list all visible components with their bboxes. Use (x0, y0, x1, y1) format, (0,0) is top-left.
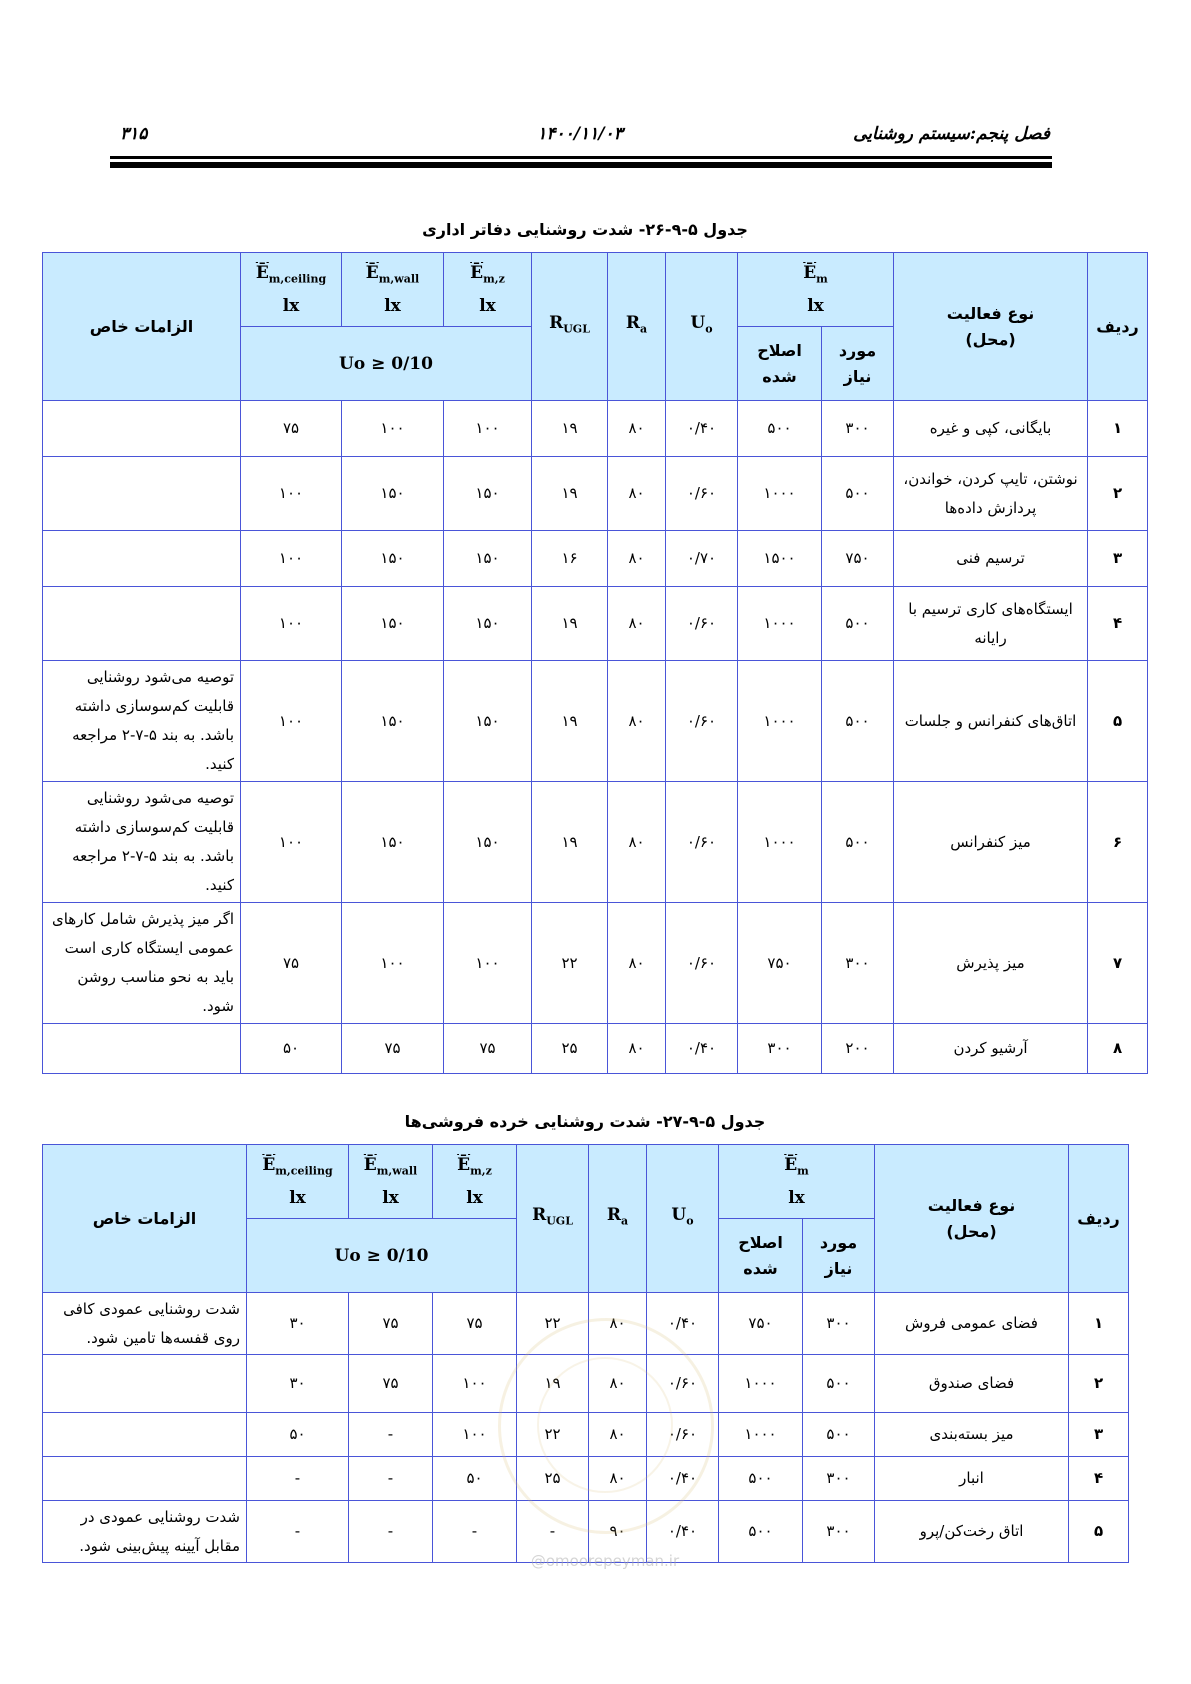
header-rule-thin (110, 156, 1052, 159)
cell-no: ۱ (1088, 401, 1148, 457)
table-caption: جدول ۵-۹-۲۷- شدت روشنایی خرده فروشی‌ها (404, 1112, 766, 1131)
cell-req: شدت روشنایی عمودی در مقابل آیینه پیش‌بینی شود. (43, 1501, 247, 1563)
cell-no: ۱ (1069, 1293, 1129, 1355)
header-em: $\overline{Ē}_m$ lx (738, 253, 894, 327)
cell-req: اگر میز پذیرش شامل کارهای عمومی ایستگاه کاری است باید به نحو مناسب روشن شود. (43, 903, 241, 1024)
cell-rugl: ۲۵ (517, 1457, 589, 1501)
cell-uo: ۰/۶۰ (647, 1355, 719, 1413)
cell-emz: ۱۵۰ (444, 531, 532, 587)
cell-emceiling: ۱۰۰ (241, 531, 342, 587)
cell-no: ۸ (1088, 1024, 1148, 1074)
cell-rugl: ۱۹ (532, 457, 608, 531)
cell-emz: ۷۵ (433, 1293, 517, 1355)
cell-rugl: ۱۹ (532, 587, 608, 661)
header-uo-condition: Uo ≥ 0/10 (247, 1219, 517, 1293)
table-caption: جدول ۵-۹-۲۶- شدت روشنایی دفاتر اداری (422, 220, 748, 239)
cell-req: توصیه می‌شود روشنایی قابلیت کم‌سوسازی داشته باشد. به بند ۵-۷-۲ مراجعه کنید. (43, 661, 241, 782)
cell-emz: ۱۰۰ (433, 1355, 517, 1413)
header-emceiling: $\overline{Ē}_{m,ceiling}$ lx (247, 1145, 349, 1219)
cell-rugl: ۱۹ (532, 401, 608, 457)
header-uo: $U_o$ (647, 1145, 719, 1293)
cell-req (43, 401, 241, 457)
cell-req (43, 531, 241, 587)
cell-rugl: ۱۹ (532, 661, 608, 782)
cell-activity: میز کنفرانس (894, 782, 1088, 903)
table-row (43, 661, 1148, 782)
cell-modified: ۱۰۰۰ (738, 587, 822, 661)
cell-req: شدت روشنایی عمودی کافی روی قفسه‌ها تامین شود. (43, 1293, 247, 1355)
cell-req (43, 1355, 247, 1413)
header-uo: $U_o$ (666, 253, 738, 401)
cell-emceiling: ۵۰ (247, 1413, 349, 1457)
cell-req (43, 1024, 241, 1074)
chapter-title: فصل پنجم:سیستم روشنایی (853, 124, 1050, 144)
cell-ra: ۸۰ (608, 903, 666, 1024)
cell-modified: ۳۰۰ (738, 1024, 822, 1074)
watermark-seal-icon (498, 1318, 714, 1534)
cell-modified: ۱۵۰۰ (738, 531, 822, 587)
cell-emz: - (433, 1501, 517, 1563)
cell-emwall: ۱۵۰ (342, 782, 444, 903)
header-uo-condition: Uo ≥ 0/10 (241, 327, 532, 401)
cell-emceiling: ۷۵ (241, 401, 342, 457)
header-emwall: $\overline{Ē}_{m,wall}$ lx (342, 253, 444, 327)
cell-rugl: ۲۲ (517, 1293, 589, 1355)
cell-modified: ۵۰۰ (719, 1501, 803, 1563)
header-required: مورد نیاز (803, 1219, 875, 1293)
cell-uo: ۰/۶۰ (666, 587, 738, 661)
cell-emz: ۱۰۰ (444, 903, 532, 1024)
cell-activity: میز بسته‌بندی (875, 1413, 1069, 1457)
cell-modified: ۵۰۰ (719, 1457, 803, 1501)
cell-emwall: - (349, 1501, 433, 1563)
cell-emz: ۱۵۰ (444, 587, 532, 661)
header-required: مورد نیاز (822, 327, 894, 401)
cell-required: ۷۵۰ (822, 531, 894, 587)
revision-date: ۱۴۰۰/۱۱/۰۳ (537, 124, 623, 144)
cell-no: ۴ (1088, 587, 1148, 661)
header-ra: $R_a$ (608, 253, 666, 401)
cell-rugl: ۱۹ (532, 782, 608, 903)
table-row (43, 903, 1148, 1024)
cell-uo: ۰/۶۰ (666, 903, 738, 1024)
header-rugl: $R_{UGL}$ (517, 1145, 589, 1293)
table-row (43, 782, 1148, 903)
cell-no: ۷ (1088, 903, 1148, 1024)
header-activity: نوع فعالیت (محل) (875, 1145, 1069, 1293)
cell-no: ۵ (1069, 1501, 1129, 1563)
cell-uo: ۰/۴۰ (666, 1024, 738, 1074)
cell-req (43, 587, 241, 661)
cell-uo: ۰/۴۰ (647, 1293, 719, 1355)
cell-no: ۳ (1088, 531, 1148, 587)
cell-uo: ۰/۶۰ (666, 782, 738, 903)
cell-required: ۵۰۰ (803, 1413, 875, 1457)
cell-required: ۳۰۰ (822, 401, 894, 457)
cell-activity: نوشتن، تایپ کردن، خواندن، پردازش داده‌ها (894, 457, 1088, 531)
cell-activity: آرشیو کردن (894, 1024, 1088, 1074)
cell-required: ۳۰۰ (822, 903, 894, 1024)
cell-emceiling: ۵۰ (241, 1024, 342, 1074)
cell-emceiling: ۳۰ (247, 1355, 349, 1413)
cell-modified: ۵۰۰ (738, 401, 822, 457)
cell-emceiling: ۳۰ (247, 1293, 349, 1355)
cell-uo: ۰/۴۰ (647, 1501, 719, 1563)
cell-rugl: ۲۵ (532, 1024, 608, 1074)
cell-activity: فضای عمومی فروش (875, 1293, 1069, 1355)
cell-required: ۵۰۰ (822, 782, 894, 903)
cell-activity: فضای صندوق (875, 1355, 1069, 1413)
cell-emwall: ۷۵ (342, 1024, 444, 1074)
cell-ra: ۸۰ (589, 1413, 647, 1457)
cell-activity: ترسیم فنی (894, 531, 1088, 587)
cell-rugl: ۲۲ (532, 903, 608, 1024)
cell-ra: ۸۰ (608, 457, 666, 531)
cell-modified: ۱۰۰۰ (738, 782, 822, 903)
cell-modified: ۱۰۰۰ (738, 661, 822, 782)
table-body (43, 401, 1148, 1074)
cell-emceiling: ۱۰۰ (241, 782, 342, 903)
header-emz: $\overline{Ē}_{m,z}$ lx (433, 1145, 517, 1219)
cell-modified: ۱۰۰۰ (719, 1355, 803, 1413)
cell-ra: ۹۰ (589, 1501, 647, 1563)
page-header (110, 120, 1050, 150)
page-number: ۳۱۵ (120, 124, 148, 144)
header-rugl: $R_{UGL}$ (532, 253, 608, 401)
cell-emceiling: - (247, 1501, 349, 1563)
header-requirements: الزامات خاص (43, 1145, 247, 1293)
cell-emceiling: ۱۰۰ (241, 587, 342, 661)
cell-ra: ۸۰ (608, 661, 666, 782)
cell-required: ۳۰۰ (803, 1501, 875, 1563)
cell-activity: اتاق‌های کنفرانس و جلسات (894, 661, 1088, 782)
cell-req (43, 457, 241, 531)
cell-no: ۶ (1088, 782, 1148, 903)
cell-emwall: - (349, 1413, 433, 1457)
cell-ra: ۸۰ (589, 1355, 647, 1413)
cell-rugl: - (517, 1501, 589, 1563)
table-row (43, 1024, 1148, 1074)
cell-ra: ۸۰ (608, 401, 666, 457)
cell-required: ۳۰۰ (803, 1293, 875, 1355)
cell-emz: ۱۰۰ (433, 1413, 517, 1457)
table-row (43, 587, 1148, 661)
cell-emceiling: - (247, 1457, 349, 1501)
cell-emwall: ۱۵۰ (342, 531, 444, 587)
cell-modified: ۷۵۰ (738, 903, 822, 1024)
cell-ra: ۸۰ (608, 782, 666, 903)
header-emceiling: $\overline{Ē}_{m,ceiling}$ lx (241, 253, 342, 327)
header-requirements: الزامات خاص (43, 253, 241, 401)
cell-emwall: ۱۵۰ (342, 587, 444, 661)
table-row (43, 531, 1148, 587)
cell-req (43, 1413, 247, 1457)
cell-modified: ۷۵۰ (719, 1293, 803, 1355)
cell-required: ۵۰۰ (822, 587, 894, 661)
cell-uo: ۰/۶۰ (666, 457, 738, 531)
header-emwall: $\overline{Ē}_{m,wall}$ lx (349, 1145, 433, 1219)
cell-req (43, 1457, 247, 1501)
cell-emwall: ۱۰۰ (342, 903, 444, 1024)
cell-emz: ۷۵ (444, 1024, 532, 1074)
cell-activity: میز پذیرش (894, 903, 1088, 1024)
cell-activity: ایستگاه‌های کاری ترسیم با رایانه (894, 587, 1088, 661)
cell-no: ۳ (1069, 1413, 1129, 1457)
cell-rugl: ۲۲ (517, 1413, 589, 1457)
cell-required: ۵۰۰ (822, 457, 894, 531)
cell-no: ۲ (1088, 457, 1148, 531)
cell-emceiling: ۷۵ (241, 903, 342, 1024)
cell-emwall: ۱۵۰ (342, 457, 444, 531)
header-modified: اصلاح شده (719, 1219, 803, 1293)
watermark-text: @omoorepeyman.ir (530, 1552, 680, 1570)
cell-no: ۲ (1069, 1355, 1129, 1413)
cell-emz: ۱۵۰ (444, 782, 532, 903)
cell-emceiling: ۱۰۰ (241, 661, 342, 782)
header-ra: $R_a$ (589, 1145, 647, 1293)
cell-emz: ۱۰۰ (444, 401, 532, 457)
cell-req: توصیه می‌شود روشنایی قابلیت کم‌سوسازی داشته باشد. به بند ۵-۷-۲ مراجعه کنید. (43, 782, 241, 903)
cell-rugl: ۱۶ (532, 531, 608, 587)
cell-activity: اتاق رخت‌کن/پرو (875, 1501, 1069, 1563)
header-em: $\overline{Ē}_m$ lx (719, 1145, 875, 1219)
header-row-no: ردیف (1069, 1145, 1129, 1293)
cell-emwall: ۷۵ (349, 1293, 433, 1355)
table-row (43, 457, 1148, 531)
cell-modified: ۱۰۰۰ (719, 1413, 803, 1457)
cell-ra: ۸۰ (589, 1293, 647, 1355)
table-row (43, 401, 1148, 457)
cell-emwall: ۱۵۰ (342, 661, 444, 782)
cell-emz: ۱۵۰ (444, 661, 532, 782)
cell-emwall: ۱۰۰ (342, 401, 444, 457)
cell-no: ۵ (1088, 661, 1148, 782)
cell-emceiling: ۱۰۰ (241, 457, 342, 531)
header-emz: $\overline{Ē}_{m,z}$ lx (444, 253, 532, 327)
header-rule-thick (110, 162, 1052, 168)
cell-uo: ۰/۶۰ (666, 661, 738, 782)
cell-emwall: - (349, 1457, 433, 1501)
cell-required: ۳۰۰ (803, 1457, 875, 1501)
cell-modified: ۱۰۰۰ (738, 457, 822, 531)
cell-required: ۵۰۰ (822, 661, 894, 782)
cell-required: ۵۰۰ (803, 1355, 875, 1413)
cell-emz: ۵۰ (433, 1457, 517, 1501)
office-lighting-table (42, 252, 1148, 1074)
cell-emwall: ۷۵ (349, 1355, 433, 1413)
cell-uo: ۰/۴۰ (647, 1457, 719, 1501)
header-row-no: ردیف (1088, 253, 1148, 401)
header-activity: نوع فعالیت (محل) (894, 253, 1088, 401)
cell-emz: ۱۵۰ (444, 457, 532, 531)
cell-uo: ۰/۴۰ (666, 401, 738, 457)
cell-required: ۲۰۰ (822, 1024, 894, 1074)
cell-rugl: ۱۹ (517, 1355, 589, 1413)
cell-ra: ۸۰ (589, 1457, 647, 1501)
cell-ra: ۸۰ (608, 1024, 666, 1074)
cell-ra: ۸۰ (608, 587, 666, 661)
header-modified: اصلاح شده (738, 327, 822, 401)
cell-no: ۴ (1069, 1457, 1129, 1501)
cell-uo: ۰/۶۰ (647, 1413, 719, 1457)
cell-activity: بایگانی، کپی و غیره (894, 401, 1088, 457)
cell-uo: ۰/۷۰ (666, 531, 738, 587)
cell-activity: انبار (875, 1457, 1069, 1501)
cell-ra: ۸۰ (608, 531, 666, 587)
